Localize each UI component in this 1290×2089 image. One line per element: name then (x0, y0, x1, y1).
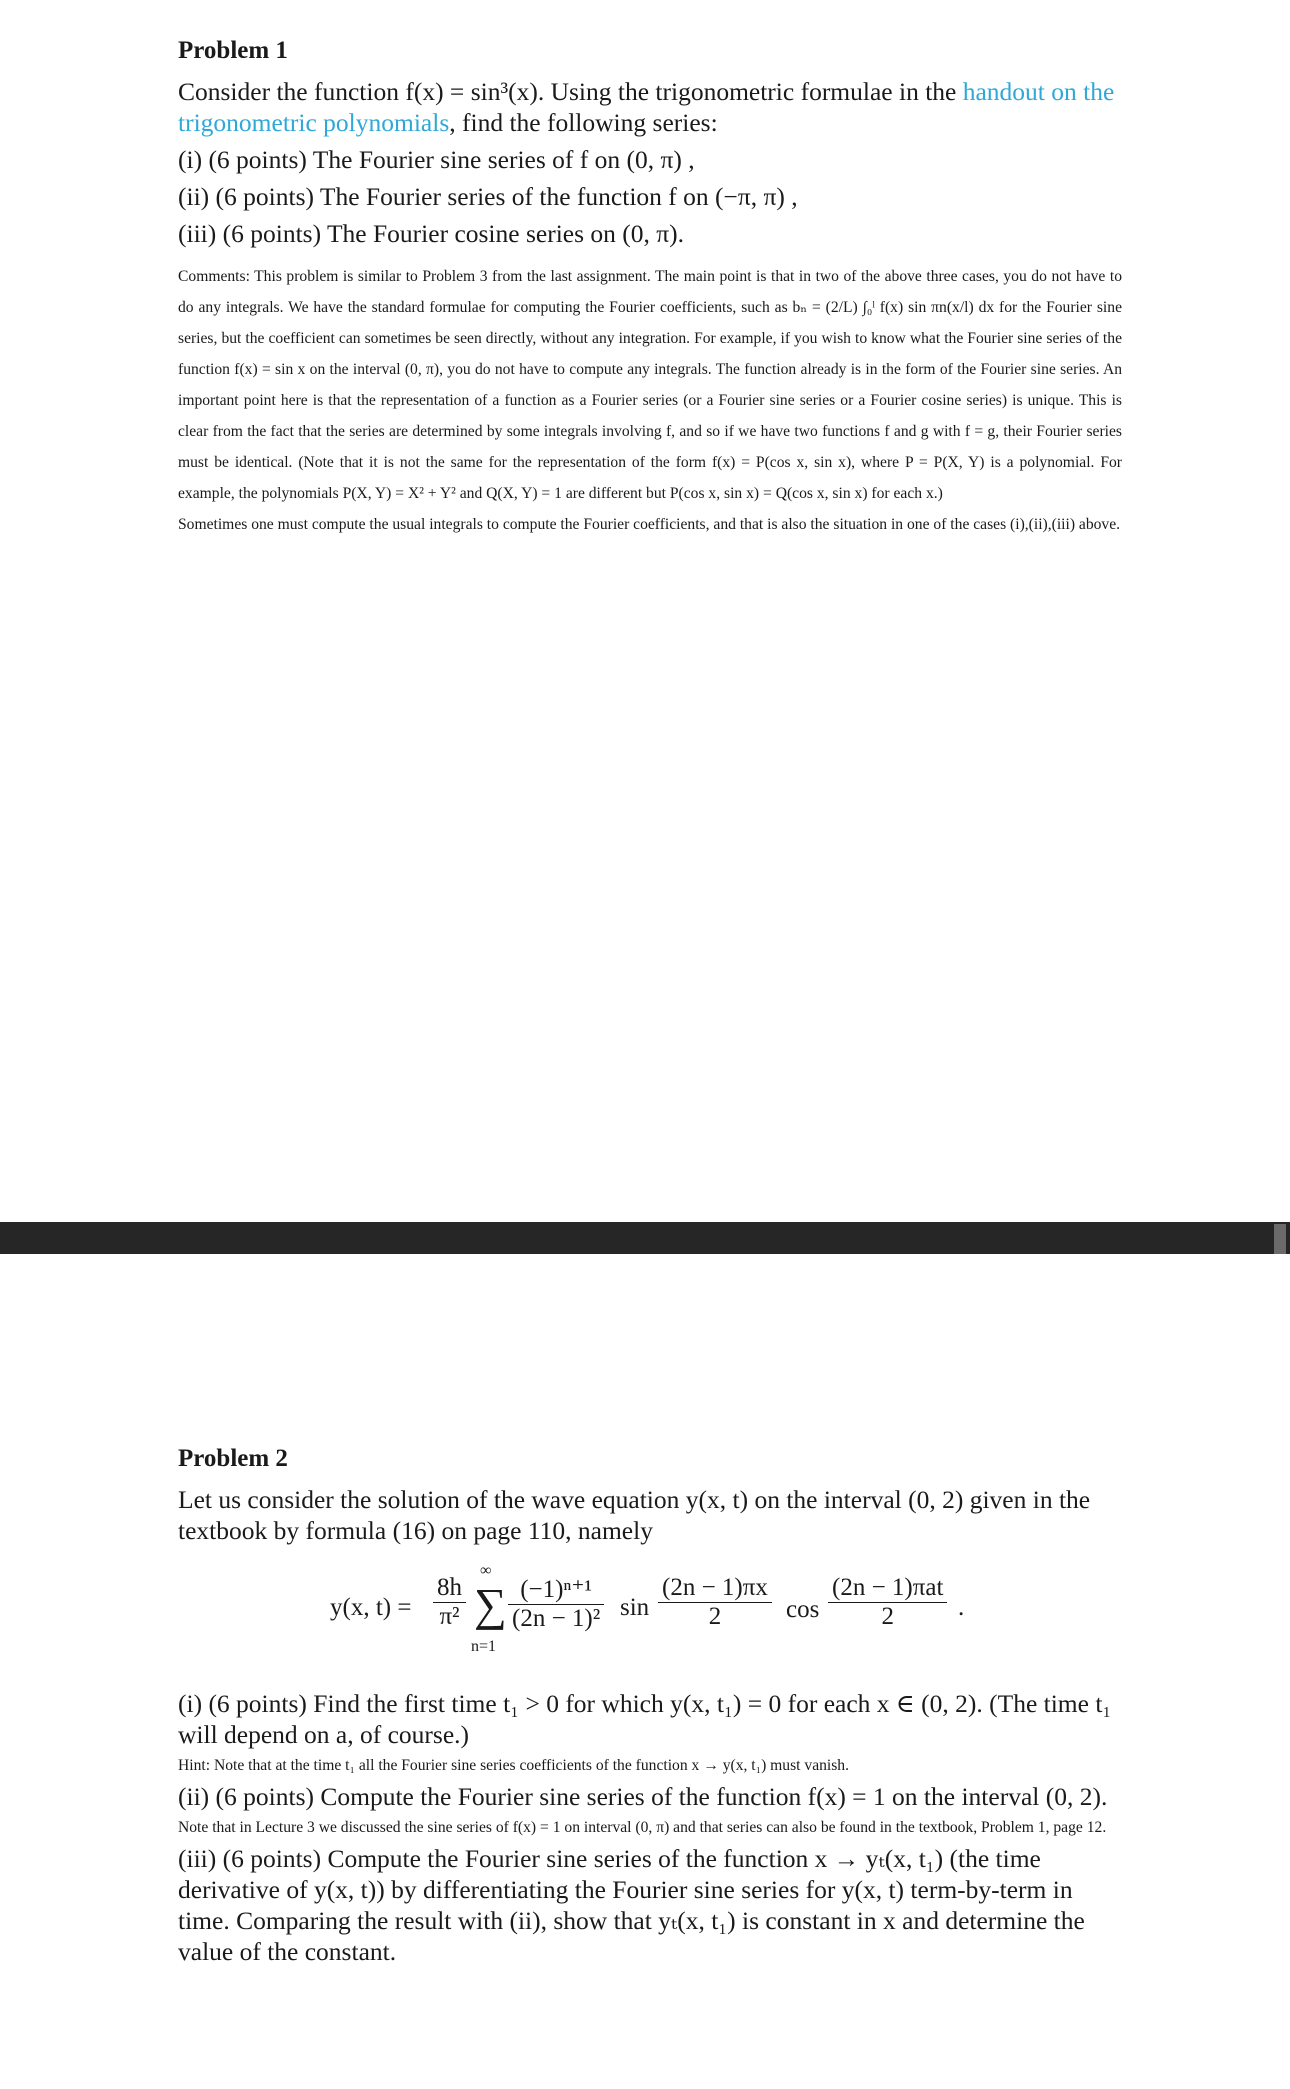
page-divider (0, 1222, 1290, 1254)
cos-argument (828, 1574, 947, 1631)
problem-2-section (178, 1442, 1122, 1967)
problem-2-hint: Hint: Note that at the time t₁ all the Fourier sine series coefficients of the function x → y(x, t₁) must vanish. (178, 1757, 850, 1774)
problem-1-part-i: (i) (6 points) The Fourier sine series of f on (0, π) , (178, 145, 695, 174)
handout-link[interactable]: handout on the trigonometric polynomials (178, 77, 1115, 137)
problem-1-intro (178, 76, 1122, 138)
problem-1-comments-2: Sometimes one must compute the usual integrals to compute the Fourier coefficients, and that is also the situation in one of the cases (i),(ii),(iii) above. (178, 516, 1121, 533)
page-2 (0, 1254, 1290, 2089)
cos-label: cos (786, 1596, 820, 1623)
sin-denominator: 2 (658, 1602, 772, 1631)
problem-2-title: Problem 2 (178, 1445, 288, 1472)
formula-end: . (958, 1594, 965, 1621)
cos-numerator: (2n − 1)πat (832, 1574, 944, 1601)
sin-label: sin (620, 1594, 650, 1621)
formula-term (508, 1574, 604, 1633)
scrollbar-thumb[interactable] (1274, 1224, 1286, 1254)
intro-text-after-link: , find the following series: (449, 108, 718, 137)
problem-1-part-ii: (ii) (6 points) The Fourier series of the function f on (−π, π) , (178, 182, 798, 211)
wave-equation-formula (178, 1554, 1122, 1674)
sin-numerator: (2n − 1)πx (662, 1574, 768, 1601)
sum-symbol: ∑ (474, 1579, 507, 1630)
problem-2-part-ii: (ii) (6 points) Compute the Fourier sine series of the function f(x) = 1 on the interval (0, 2). (178, 1782, 1108, 1811)
problem-2-part-i: (i) (6 points) Find the first time t₁ > 0 for which y(x, t₁) = 0 for each x ∈ (0, 2). (The time t₁ will depend on a, of course.) (178, 1689, 1112, 1749)
cos-denominator: 2 (828, 1602, 947, 1631)
formula-coefficient (433, 1574, 466, 1631)
problem-2-note: Note that in Lecture 3 we discussed the sine series of f(x) = 1 on interval (0, π) and that series can also be found in the textbook, Problem 1, page 12. (178, 1819, 1107, 1836)
term-denominator: (2n − 1)² (508, 1604, 604, 1633)
problem-2-part-iii: (iii) (6 points) Compute the Fourier sine series of the function x → yₜ(x, t₁) (the time derivative of y(x, t)) by differentiating the Fourier sine series for y(x, t) term-by-term in time. Comparing the result with (ii), show that yₜ(x, t₁) is constant in x and determine the value of the constant. (178, 1844, 1085, 1966)
problem-1-section (178, 34, 1122, 540)
coef-denominator: π² (433, 1602, 466, 1631)
sum-lower-limit: n=1 (471, 1638, 497, 1655)
problem-2-intro: Let us consider the solution of the wave equation y(x, t) on the interval (0, 2) given in the textbook by formula (16) on page 110, namely (178, 1485, 1091, 1545)
problem-1-title: Problem 1 (178, 37, 288, 64)
problem-1-part-iii: (iii) (6 points) The Fourier cosine series on (0, π). (178, 219, 685, 248)
term-numerator: (−1)ⁿ⁺¹ (520, 1576, 593, 1603)
intro-text-before-link: Consider the function f(x) = sin³(x). Using the trigonometric formulae in the (178, 77, 963, 106)
problem-1-comments: Comments: This problem is similar to Problem 3 from the last assignment. The main point is that in two of the above three cases, you do not have to do any integrals. We have the standard formulae for computing the Fourier coefficients, such as bₙ = (2/L) ∫₀ˡ f(x) sin πn(x/l) dx for the Fourier sine series, but the coefficient can sometimes be seen directly, without any integration. For example, if you wish to know what the Fourier sine series of the function f(x) = sin x on the interval (0, π), you do not have to compute any integrals. The function already is in the form of the Fourier sine series. An important point here is that the representation of a function as a Fourier series (or a Fourier sine series or a Fourier cosine series) is unique. This is clear from the fact that the series are determined by some integrals involving f, and so if we have two functions f and g with f = g, their Fourier series must be identical. (Note that it is not the same for the representation of the form f(x) = P(cos x, sin x), where P = P(X, Y) is a polynomial. For example, the polynomials P(X, Y) = X² + Y² and Q(X, Y) = 1 are different but P(cos x, sin x) = Q(cos x, sin x) for each x.) (178, 268, 1122, 502)
sum-upper-limit: ∞ (480, 1562, 492, 1579)
sin-argument (658, 1574, 772, 1631)
coef-numerator: 8h (437, 1574, 462, 1601)
formula-lhs: y(x, t) = (330, 1594, 412, 1621)
